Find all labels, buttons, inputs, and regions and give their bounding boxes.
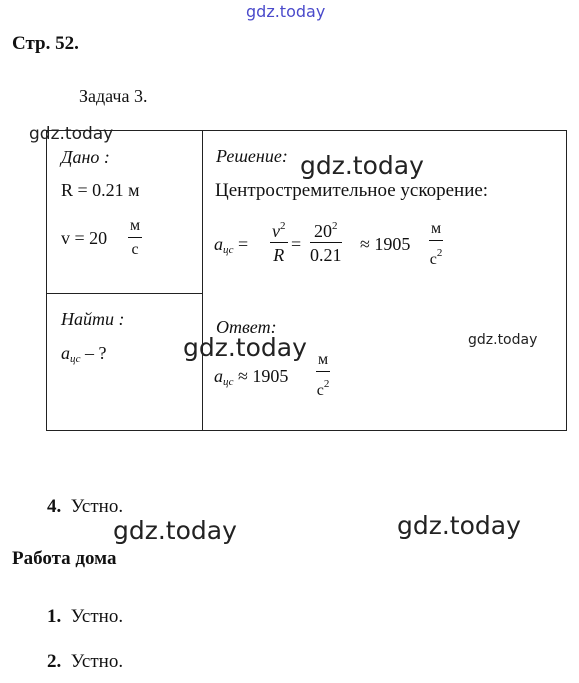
watermark: gdz.today (29, 124, 114, 144)
page-title: Стр. 52. (12, 33, 79, 54)
watermark: gdz.today (183, 333, 307, 362)
homework-title: Работа дома (12, 548, 117, 569)
watermark: gdz.today (113, 516, 237, 545)
find-value: $a_{цс}$ – ? (61, 343, 107, 365)
answer-label: Ответ: (216, 317, 277, 337)
list-item: 4. Устно. (47, 496, 124, 517)
solution-heading: Центростремительное ускорение: (215, 180, 489, 201)
list-item: 1. Устно. (47, 606, 124, 627)
find-label: Найти : (61, 309, 125, 329)
watermark: gdz.today (468, 332, 538, 348)
watermark: gdz.today (300, 151, 424, 180)
given-speed: v = 20 (61, 228, 108, 248)
watermark: gdz.today (397, 511, 521, 540)
watermark: gdz.today (246, 2, 326, 21)
given-label: Дано : (61, 147, 110, 167)
given-radius: R = 0.21 м (61, 180, 140, 200)
list-item: 2. Устно. (47, 651, 124, 672)
speed-unit: м с (130, 217, 141, 258)
solution-label: Решение: (216, 146, 288, 166)
task-title: Задача 3. (79, 86, 148, 106)
